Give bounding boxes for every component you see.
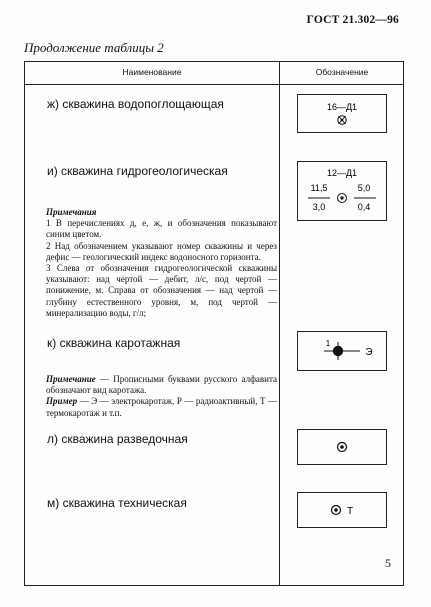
row-label-hydrogeological-well: и) скважина гидрогеологическая — [47, 164, 228, 178]
absorbing-well-symbol-icon — [298, 95, 386, 132]
mineralization-value: 0,4 — [357, 202, 371, 212]
drawdown-value: 3,0 — [312, 202, 326, 212]
exploration-well-symbol-icon — [298, 430, 386, 464]
note-text: — Прописными буквами русского алфавита обозначают вид каротажа. — [46, 374, 277, 396]
hydrogeological-well-symbol-icon — [298, 162, 386, 220]
note-2: 2 Над обозначением указывают номер скважины и через дефис — геологический индекс водоносного горизонта. — [46, 240, 277, 262]
note-3: 3 Слева от обозначения гидрогеологической скважины указывают: над чертой — дебит, л/с, под чертой — понижение, м. Справа от обозначения — над чертой — глубину естественного уровня, м, под чертой — минерализацию воды, г/л; — [46, 263, 277, 318]
column-header-name: Наименование — [122, 67, 182, 77]
row-label-logging-well: к) скважина каротажная — [47, 336, 181, 350]
row-label-technical-well: м) скважина техническая — [47, 496, 187, 510]
hydrogeological-well-symbol-box — [297, 161, 387, 221]
exploration-well-symbol-box — [297, 429, 387, 465]
notes-block — [46, 207, 277, 319]
column-divider — [279, 62, 280, 585]
technical-type-label: Т — [347, 506, 354, 517]
page-number: 5 — [385, 556, 391, 570]
note-1: 1 В перечислениях д, е, ж, и обозначения показывают синим цветом. — [46, 218, 277, 240]
logging-type-label: Э — [365, 347, 373, 358]
notes-title: Примечания — [46, 207, 97, 217]
standard-number: ГОСТ 21.302—96 — [306, 14, 399, 26]
well-index-label: 12—Д1 — [326, 168, 358, 178]
absorbing-well-symbol-box — [297, 94, 387, 133]
example-text: — Э — электрокаротаж, Р — радиоактивный, Т — термокаротаж и т.п. — [46, 396, 277, 418]
table-continuation-caption: Продолжение таблицы 2 — [24, 40, 164, 55]
logging-index-label: 1 — [325, 339, 331, 348]
technical-well-symbol-icon — [298, 493, 386, 527]
wells-table — [24, 61, 404, 586]
well-index-label: 16—Д1 — [326, 102, 358, 112]
row-label-absorbing-well: ж) скважина водопоглощающая — [47, 97, 224, 111]
water-level-value: 5,0 — [357, 183, 371, 193]
note-label: Примечание — [46, 374, 96, 384]
header-divider — [25, 84, 403, 85]
row-label-exploration-well: л) скважина разведочная — [47, 432, 188, 446]
logging-note-block — [46, 374, 277, 419]
technical-well-symbol-box — [297, 492, 387, 528]
logging-well-symbol-box — [297, 331, 387, 371]
column-header-symbol: Обозначение — [315, 67, 369, 77]
logging-well-symbol-icon — [298, 332, 386, 370]
flow-rate-value: 11,5 — [310, 183, 328, 193]
example-label: Пример — [46, 396, 78, 407]
